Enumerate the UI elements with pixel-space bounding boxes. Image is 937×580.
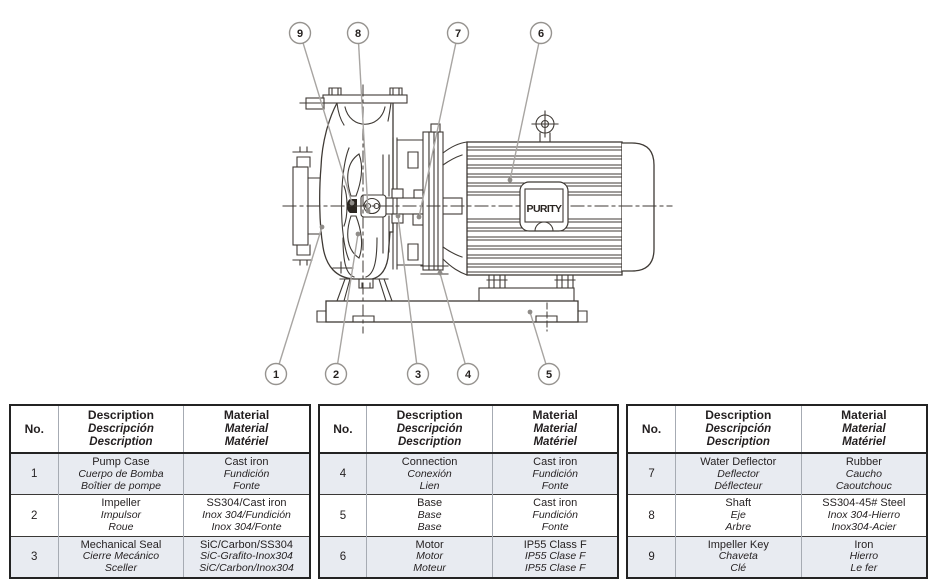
part-description: Water Deflector Deflector Déflecteur: [675, 453, 801, 495]
col-header-description: Description Descripción Description: [58, 405, 184, 453]
part-material: Cast iron Fundición Fonte: [493, 495, 619, 536]
part-description: Pump Case Cuerpo de Bomba Boîtier de pompe: [58, 453, 184, 495]
callout-2: [326, 364, 347, 385]
part-material: IP55 Class F IP55 Clase F IP55 Clase F: [493, 536, 619, 578]
table-row: [319, 495, 619, 536]
col-header-material: Material Material Matériel: [493, 405, 619, 453]
mechanical-seal: [392, 189, 403, 198]
col-header-no: No.: [10, 405, 58, 453]
svg-text:1: 1: [272, 369, 280, 381]
part-description: Base Base Base: [367, 495, 493, 536]
svg-text:4: 4: [464, 369, 472, 381]
part-material: Rubber Caucho Caoutchouc: [801, 453, 927, 495]
part-description: Connection Conexión Lien: [367, 453, 493, 495]
header-row: [10, 405, 310, 453]
pump-pedestal: [337, 279, 392, 301]
callout-3: [408, 364, 429, 385]
part-description: Motor Motor Moteur: [367, 536, 493, 578]
col-header-no: No.: [627, 405, 675, 453]
part-description: Shaft Eje Arbre: [675, 495, 801, 536]
table-row: [319, 453, 619, 495]
callout-5: [539, 364, 560, 385]
part-material: Iron Hierro Le fer: [801, 536, 927, 578]
water-deflector: [414, 190, 423, 198]
callout-9: [290, 23, 311, 44]
leader-4: [440, 273, 468, 374]
callout-8: [348, 23, 369, 44]
brand-label: PURITY: [526, 203, 562, 215]
part-number: 5: [319, 495, 367, 536]
part-number: 9: [627, 536, 675, 578]
part-material: Cast iron Fundición Fonte: [184, 453, 310, 495]
callout-7: [448, 23, 469, 44]
parts-table-2: [318, 404, 620, 579]
part-number: 8: [627, 495, 675, 536]
col-header-no: No.: [319, 405, 367, 453]
part-material: SS304/Cast iron Inox 304/Fundición Inox 304/Fonte: [184, 495, 310, 536]
svg-text:8: 8: [354, 28, 362, 40]
table-row: [10, 453, 310, 495]
part-material: SS304-45# Steel Inox 304-Hierro Inox304-Acier: [801, 495, 927, 536]
col-header-description: Description Descripción Description: [675, 405, 801, 453]
part-material: Cast iron Fundición Fonte: [493, 453, 619, 495]
part-description: Impeller Impulsor Roue: [58, 495, 184, 536]
part-number: 4: [319, 453, 367, 495]
parts-table-3: [626, 404, 928, 579]
callout-1: [266, 364, 287, 385]
col-header-description: Description Descripción Description: [367, 405, 493, 453]
motor-nameplate: [520, 182, 568, 231]
leader-3: [398, 216, 418, 374]
svg-text:9: 9: [296, 28, 304, 40]
leader-1: [276, 227, 322, 374]
part-number: 6: [319, 536, 367, 578]
motor-feet: [479, 275, 575, 302]
part-description: Mechanical Seal Cierre Mecánico Sceller: [58, 536, 184, 578]
svg-text:3: 3: [414, 369, 422, 381]
parts-table-1: [9, 404, 311, 579]
part-material: SiC/Carbon/SS304 SiC-Grafito-Inox304 SiC/Carbon/Inox304: [184, 536, 310, 578]
svg-text:6: 6: [537, 28, 545, 40]
part-number: 7: [627, 453, 675, 495]
header-row: [319, 405, 619, 453]
motor-end-cap: [622, 143, 654, 271]
svg-text:5: 5: [545, 369, 553, 381]
part-number: 2: [10, 495, 58, 536]
part-number: 3: [10, 536, 58, 578]
svg-text:2: 2: [332, 369, 340, 381]
col-header-material: Material Material Matériel: [184, 405, 310, 453]
table-row: [10, 536, 310, 578]
parts-tables: [0, 400, 937, 579]
table-row: [319, 536, 619, 578]
table-row: [627, 536, 927, 578]
header-row: [627, 405, 927, 453]
callout-6: [531, 23, 552, 44]
table-row: [627, 495, 927, 536]
table-row: [10, 495, 310, 536]
part-description: Impeller Key Chaveta Clé: [675, 536, 801, 578]
callout-4: [458, 364, 479, 385]
svg-text:7: 7: [454, 28, 462, 40]
col-header-material: Material Material Matériel: [801, 405, 927, 453]
eyebolt-icon: [532, 111, 558, 142]
table-row: [627, 453, 927, 495]
pump-drawing: [293, 88, 654, 322]
part-number: 1: [10, 453, 58, 495]
